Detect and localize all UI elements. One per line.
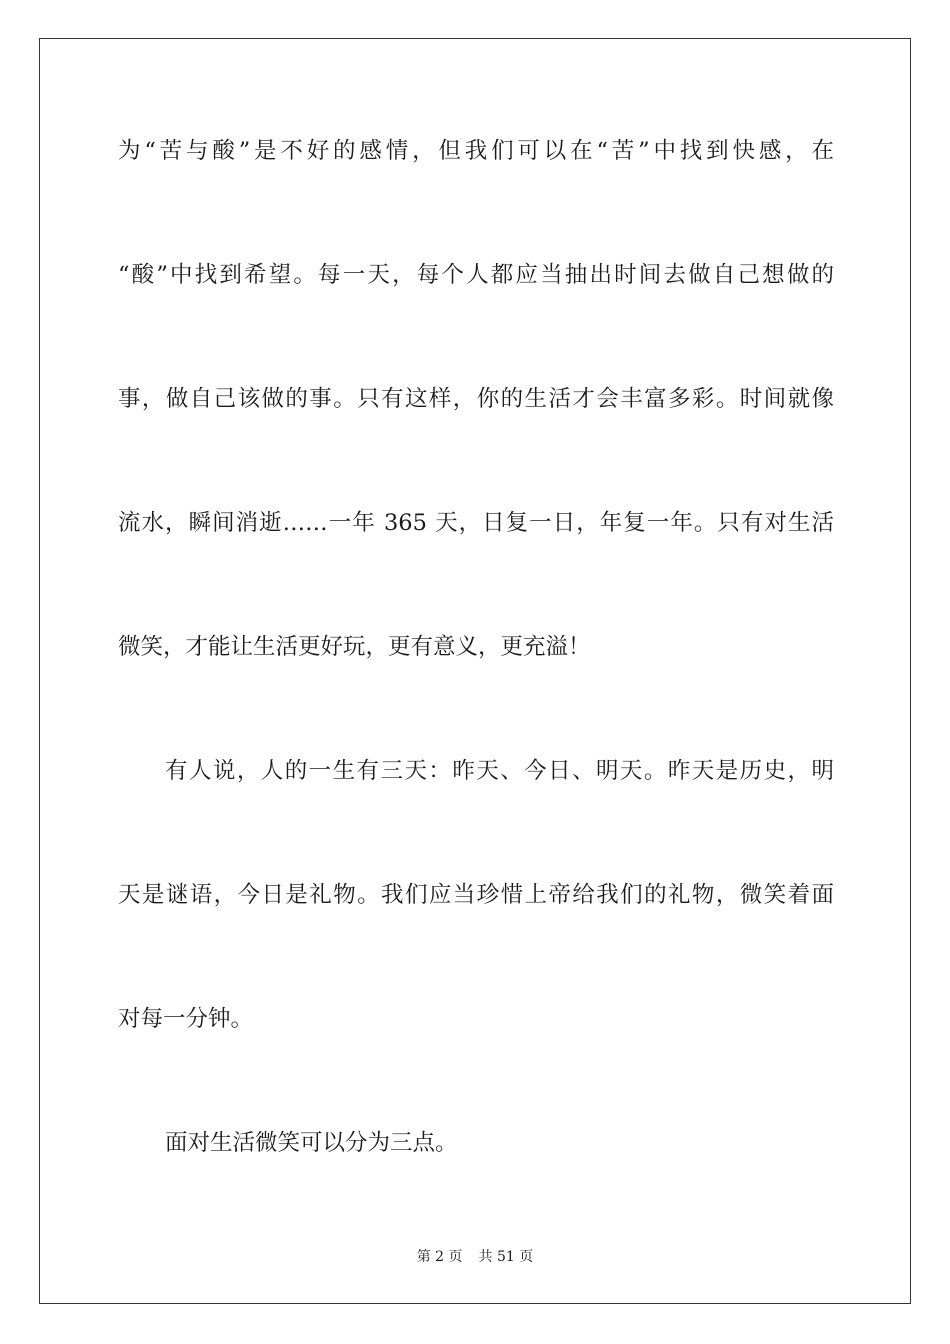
text-line-2: “酸”中找到希望。每一天，每个人都应当抽出时间去做自己想做的: [118, 262, 834, 288]
text-line-6: 有人说，人的一生有三天：昨天、今日、明天。昨天是历史，明: [165, 758, 834, 784]
text-line-4: 流水，瞬间消逝……一年 365 天，日复一日，年复一年。只有对生活: [118, 510, 834, 536]
page-number: 第 2 页: [416, 1249, 463, 1265]
page-total: 共 51 页: [478, 1249, 534, 1265]
text-line-8: 对每一分钟。: [118, 1006, 254, 1032]
text-line-5: 微笑，才能让生活更好玩，更有意义，更充溢！: [118, 634, 591, 660]
text-line-9: 面对生活微笑可以分为三点。: [165, 1130, 458, 1156]
page-footer: [0, 1248, 950, 1266]
page-frame: [39, 38, 911, 1304]
text-line-3: 事，做自己该做的事。只有这样，你的生活才会丰富多彩。时间就像: [118, 386, 834, 412]
text-line-1: 为“苦与酸”是不好的感情，但我们可以在“苦”中找到快感，在: [118, 138, 834, 164]
text-line-7: 天是谜语，今日是礼物。我们应当珍惜上帝给我们的礼物，微笑着面: [118, 882, 834, 908]
